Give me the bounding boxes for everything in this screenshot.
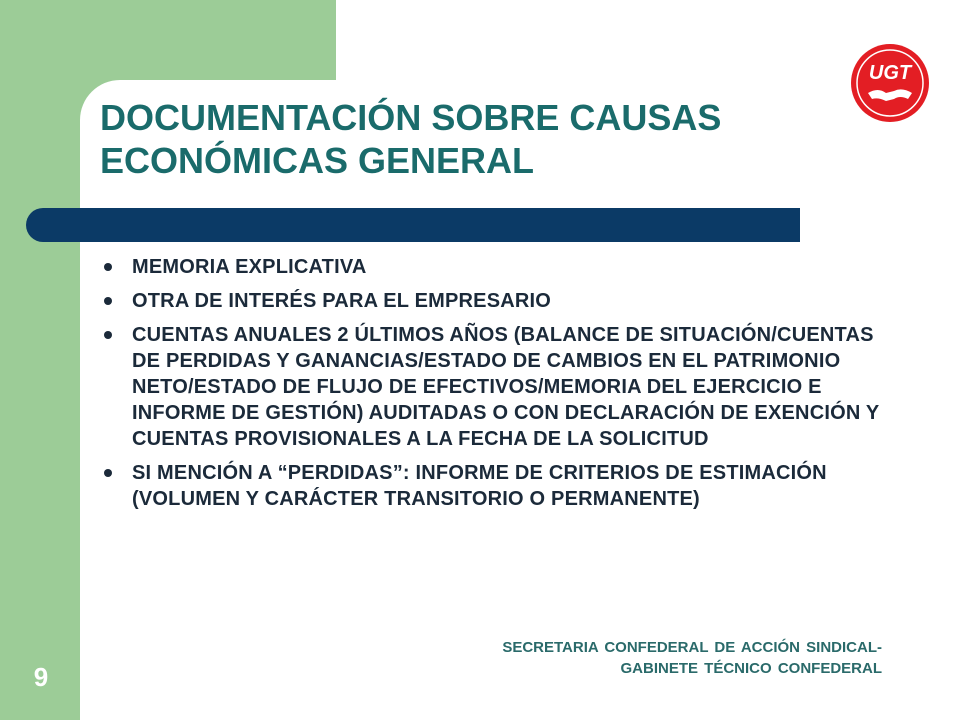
left-green-band [0,0,80,720]
title-line-1: DOCUMENTACIÓN SOBRE CAUSAS [100,97,722,138]
footer-credit [502,637,882,679]
bullet-text: MEMORIA EXPLICATIVA [132,256,367,278]
top-green-block [80,0,336,80]
title-divider-bar [26,208,800,242]
bullet-dot-icon [104,263,112,271]
bullet-dot-icon [104,469,112,477]
bullet-text: OTRA DE INTERÉS PARA EL EMPRESARIO [132,290,552,312]
page-number: 9 [33,662,49,692]
title-line-2: ECONÓMICAS GENERAL [100,140,535,181]
bullet-list [100,254,890,520]
footer-line-1: SECRETARIA CONFEDERAL DE ACCIÓN SINDICAL- [502,639,882,656]
logo-text: UGT [868,62,912,84]
slide-title [100,96,860,182]
bullet-item [100,322,890,452]
bullet-text: CUENTAS ANUALES 2 ÚLTIMOS AÑOS (BALANCE DE SITUACIÓN/CUENTAS DE PERDIDAS Y GANANCIAS/ESTADO DE CAMBIOS EN EL PATRIMONIO NETO/ESTADO DE FLUJO DE EFECTIVOS/MEMORIA DEL EJERCICIO E INFORME DE GESTIÓN) AUDITADAS O CON DECLARACIÓN DE EXENCIÓN Y CUENTAS PROVISIONALES A LA FECHA DE LA SOLICITUD [132,324,880,450]
bullet-dot-icon [104,331,112,339]
footer-line-2: GABINETE TÉCNICO CONFEDERAL [620,660,882,677]
bullet-text: SI MENCIÓN A “PERDIDAS”: INFORME DE CRITERIOS DE ESTIMACIÓN (VOLUMEN Y CARÁCTER TRANSITORIO O PERMANENTE) [132,462,827,510]
bullet-item [100,460,890,512]
ugt-logo [850,43,930,123]
bullet-item [100,254,890,280]
bullet-item [100,288,890,314]
bullet-dot-icon [104,297,112,305]
